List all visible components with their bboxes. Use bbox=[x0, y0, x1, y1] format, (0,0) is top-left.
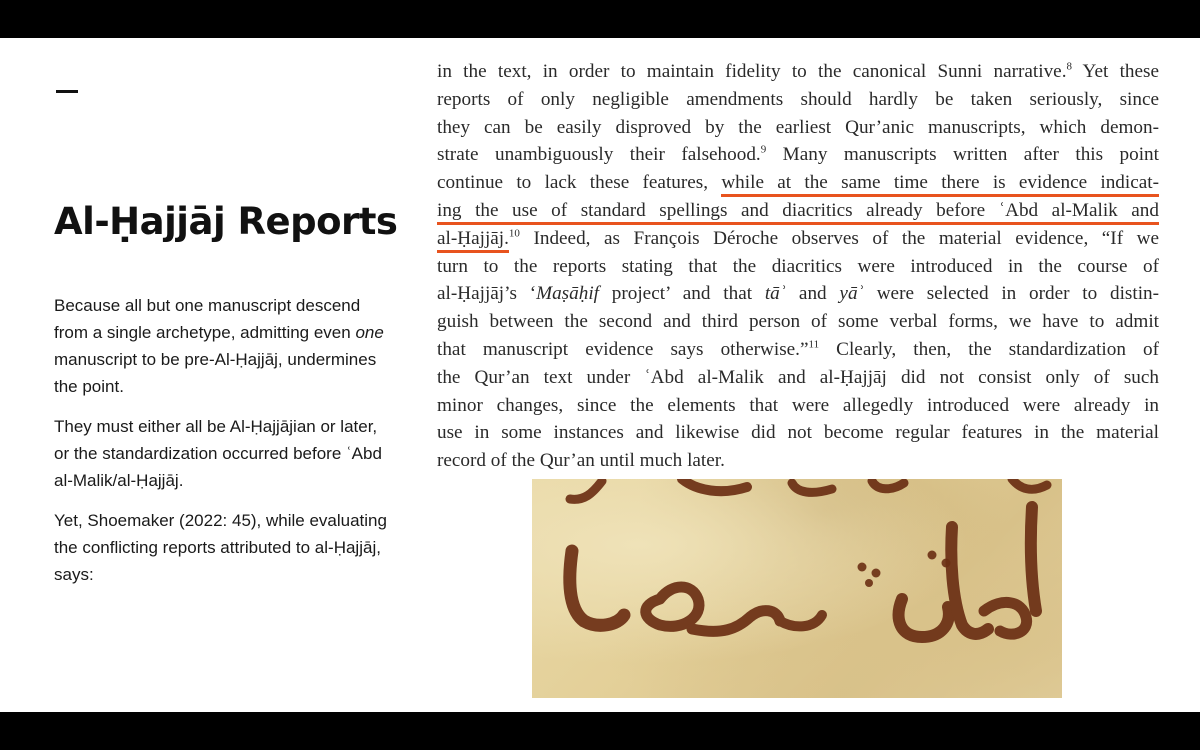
footnote-8: 8 bbox=[1066, 60, 1072, 73]
footnote-9: 9 bbox=[760, 144, 767, 156]
excerpt-line: the Qur’an text under ʿAbd al-Malik and al-Ḥajjāj did not consist only of such bbox=[437, 366, 1159, 388]
excerpt-line: minor changes, since the elements that were allegedly introduced were already in bbox=[437, 394, 1159, 416]
excerpt-line bbox=[437, 197, 1159, 225]
paragraph-standardization: They must either all be Al-Ḥajjājian or later, or the standardization occurred before ʿAbd al-Malik/al-Ḥajjāj. bbox=[54, 417, 382, 490]
excerpt-line: continue to lack these features, while at the same time there is evidence indicat- bbox=[437, 169, 1159, 197]
emphasis-one: one bbox=[355, 323, 384, 342]
slide-body bbox=[54, 292, 394, 601]
excerpt-line: that manuscript evidence says otherwise.”$^{11}$ Clearly, then, the standardization of bbox=[437, 338, 1159, 360]
excerpt-line: in the text, in order to maintain fidelity to the canonical Sunni narrative.$^8$ Yet these bbox=[437, 60, 1160, 82]
excerpt-line: al-Ḥajjāj.$^{10}$ Indeed, as François Déroche observes of the material evidence, “If we bbox=[437, 225, 1159, 253]
highlighted-text: ing the use of standard spellings and diacritics already before ʿAbd al-Malik and bbox=[437, 200, 1159, 225]
excerpt-line: record of the Qur’an until much later. bbox=[437, 450, 725, 472]
excerpt-line: reports of only negligible amendments should hardly be taken seriously, since bbox=[437, 88, 1159, 110]
footnote-10: 10 bbox=[508, 227, 520, 240]
excerpt-line: use in some instances and likewise did not become regular features in the material bbox=[437, 422, 1159, 444]
excerpt-line: turn to the reports stating that the diacritics were introduced in the course of bbox=[437, 255, 1159, 277]
excerpt-line: strate unambiguously their falsehood.$^9$ Many manuscripts written after this point bbox=[437, 144, 1159, 166]
excerpt-line: they can be easily disproved by the earliest Qur’anic manuscripts, which demon- bbox=[437, 116, 1159, 138]
manuscript-image bbox=[532, 479, 1062, 698]
title-dash-decoration bbox=[56, 90, 78, 93]
top-letterbox-bar bbox=[0, 0, 1200, 38]
excerpt-line: guish between the second and third person of some verbal forms, we have to admit bbox=[437, 311, 1159, 333]
highlighted-text: while at the same time there is evidence indicat- bbox=[721, 172, 1159, 197]
paragraph-archetype: Because all but one manuscript descend from a single archetype, admitting even one manuscript to be pre-Al-Ḥajjāj, undermines the point. bbox=[54, 296, 384, 396]
paragraph-shoemaker: Yet, Shoemaker (2022: 45), while evaluating the conflicting reports attributed to al-Ḥajjāj, says: bbox=[54, 511, 387, 584]
bottom-letterbox-bar bbox=[0, 712, 1200, 750]
book-excerpt bbox=[437, 58, 1159, 475]
slide bbox=[0, 38, 1200, 712]
highlighted-text: al-Ḥajjāj. bbox=[437, 228, 509, 253]
footnote-11: 11 bbox=[808, 338, 820, 351]
slide-title: Al-Ḥajjāj Reports bbox=[54, 200, 398, 243]
manuscript-ink-strokes bbox=[532, 479, 1062, 698]
excerpt-line: al-Ḥajjāj’s ‘Maṣāḥif project’ and that tāʾ and yāʾ were selected in order to distin- bbox=[437, 283, 1160, 305]
